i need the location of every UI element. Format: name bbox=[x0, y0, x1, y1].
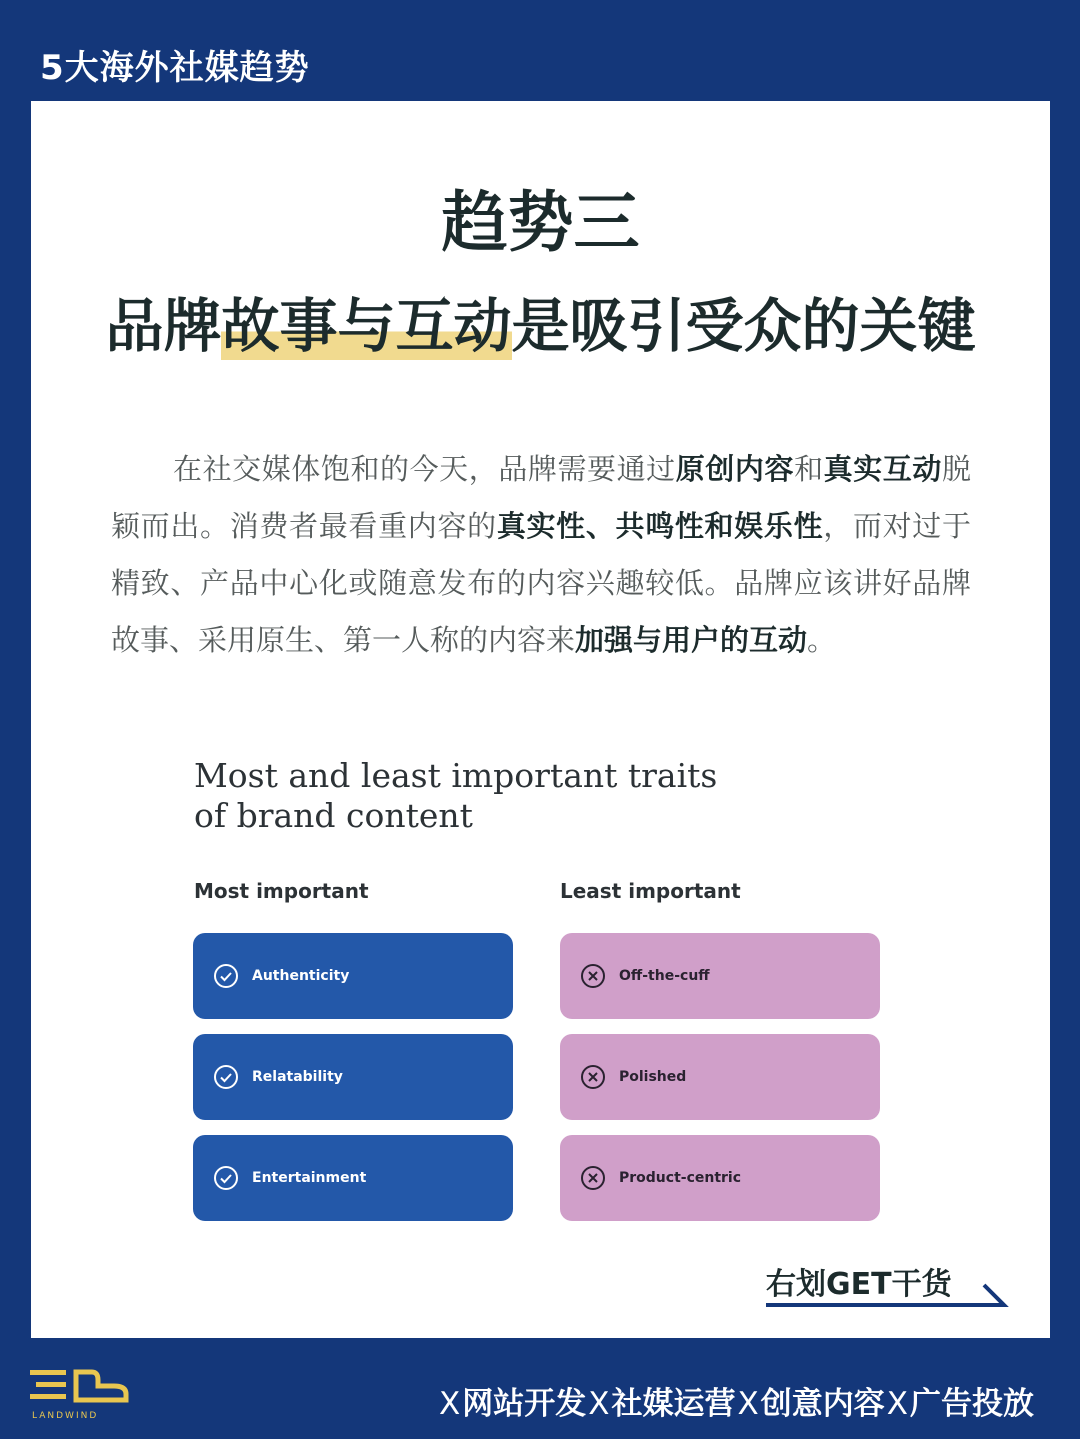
content-card bbox=[31, 101, 1050, 1338]
least-trait-label: Product-centric bbox=[619, 1170, 742, 1186]
headline-post: 是吸引受众的关键 bbox=[511, 292, 976, 360]
body-paragraph bbox=[111, 441, 971, 669]
separator-x: X bbox=[439, 1386, 461, 1422]
most-important-header: Most important bbox=[194, 879, 369, 903]
paragraph-emphasis: 加强与用户的互动 bbox=[575, 623, 808, 657]
most-trait-label: Authenticity bbox=[252, 968, 350, 984]
least-trait bbox=[560, 1135, 880, 1221]
paragraph-text: 脱颖而出。消费者最看重内容的 bbox=[111, 452, 971, 543]
paragraph-emphasis: 真实性、共鸣性和娱乐性 bbox=[496, 509, 824, 543]
service-item: 网站开发 bbox=[462, 1386, 587, 1422]
check-circle-icon bbox=[213, 963, 239, 989]
logo-text: LANDWIND bbox=[32, 1411, 99, 1421]
service-item: 广告投放 bbox=[910, 1386, 1034, 1422]
swipe-arrow-icon bbox=[766, 1277, 1011, 1312]
separator-x: X bbox=[886, 1386, 908, 1422]
paragraph-text: 。 bbox=[807, 623, 837, 657]
headline bbox=[31, 279, 1050, 363]
paragraph-emphasis: 真实互动 bbox=[823, 452, 942, 486]
least-trait bbox=[560, 1034, 880, 1120]
swipe-hint: 右划GET干货 bbox=[766, 1267, 952, 1302]
trend-number: 趋势三 bbox=[441, 184, 640, 261]
most-trait-label: Entertainment bbox=[252, 1170, 367, 1186]
least-trait-label: Polished bbox=[619, 1069, 687, 1085]
x-circle-icon bbox=[580, 1064, 606, 1090]
check-circle-icon bbox=[213, 1165, 239, 1191]
paragraph-text: 在社交媒体饱和的今天，品牌需要通过 bbox=[173, 452, 676, 486]
landwind-logo bbox=[30, 1368, 130, 1410]
most-trait bbox=[193, 933, 513, 1019]
x-circle-icon bbox=[580, 1165, 606, 1191]
least-trait bbox=[560, 933, 880, 1019]
services-list bbox=[437, 1378, 1034, 1423]
separator-x: X bbox=[737, 1386, 759, 1422]
paragraph-emphasis: 原创内容 bbox=[675, 452, 795, 486]
least-important-header: Least important bbox=[560, 879, 741, 903]
page-header-title: 5大海外社媒趋势 bbox=[40, 48, 310, 88]
headline-highlight: 故事与互动 bbox=[221, 292, 512, 360]
chart-title: Most and least important traits of brand content bbox=[194, 756, 718, 835]
most-trait bbox=[193, 1034, 513, 1120]
headline-pre: 品牌 bbox=[105, 292, 222, 360]
service-item: 创意内容 bbox=[760, 1386, 885, 1422]
most-trait bbox=[193, 1135, 513, 1221]
x-circle-icon bbox=[580, 963, 606, 989]
most-trait-label: Relatability bbox=[252, 1069, 343, 1085]
least-trait-label: Off-the-cuff bbox=[619, 968, 710, 984]
separator-x: X bbox=[588, 1386, 610, 1422]
service-item: 社媒运营 bbox=[611, 1386, 736, 1422]
check-circle-icon bbox=[213, 1064, 239, 1090]
paragraph-text: 和 bbox=[794, 452, 824, 486]
paragraph-text: ，而对过于精致、产品中心化或随意发布的内容兴趣较低。品牌应该讲好品牌故事、采用原生、第一人称的内容来 bbox=[111, 509, 971, 657]
